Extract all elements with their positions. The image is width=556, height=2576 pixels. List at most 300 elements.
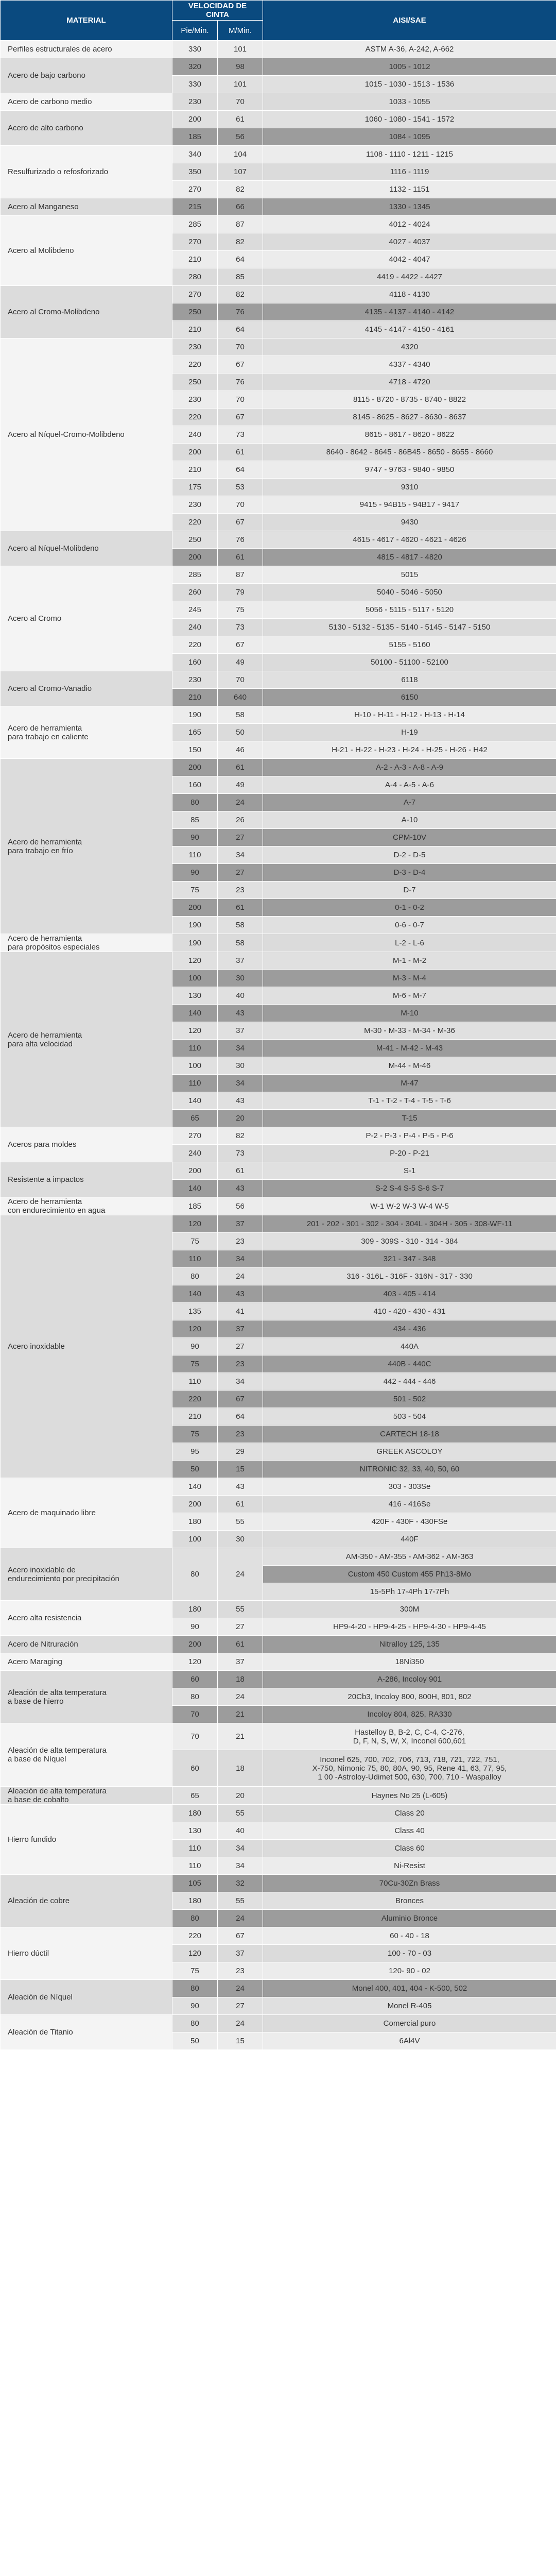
material-cell: Acero alta resistencia [1, 1601, 172, 1636]
m-cell: 76 [218, 303, 263, 321]
table-body [1, 41, 556, 2050]
aisi-cell: Class 60 [263, 1840, 556, 1857]
table-row [1, 2015, 556, 2032]
aisi-cell: 50100 - 51100 - 52100 [263, 654, 556, 671]
pie-cell: 215 [172, 198, 218, 216]
m-cell: 34 [218, 846, 263, 864]
pie-cell: 100 [172, 1057, 218, 1075]
material-cell: Acero de bajo carbono [1, 58, 172, 93]
aisi-cell: 440A [263, 1338, 556, 1355]
table-row [1, 671, 556, 689]
pie-cell: 80 [172, 1980, 218, 1997]
aisi-cell: 303 - 303Se [263, 1478, 556, 1496]
pie-cell: 175 [172, 479, 218, 496]
pie-cell: 60 [172, 1750, 218, 1787]
aisi-cell: M-1 - M-2 [263, 952, 556, 970]
table-row [1, 1787, 556, 1805]
material-cell: Aleación de alta temperatura a base de hierro [1, 1671, 172, 1723]
pie-cell: 140 [172, 1285, 218, 1303]
pie-cell: 180 [172, 1805, 218, 1822]
pie-cell: 210 [172, 1408, 218, 1426]
pie-cell: 200 [172, 899, 218, 917]
table-row [1, 111, 556, 128]
m-cell: 70 [218, 93, 263, 111]
m-cell: 87 [218, 216, 263, 233]
table-row [1, 93, 556, 111]
material-cell: Acero inoxidable de endurecimiento por precipitación [1, 1548, 172, 1601]
m-cell: 49 [218, 654, 263, 671]
aisi-cell: 4118 - 4130 [263, 286, 556, 303]
pie-cell: 245 [172, 601, 218, 619]
table-row [1, 759, 556, 776]
m-cell: 34 [218, 1040, 263, 1057]
m-cell: 20 [218, 1110, 263, 1127]
m-cell: 61 [218, 759, 263, 776]
m-cell: 37 [218, 952, 263, 970]
material-cell: Acero de herramienta para alta velocidad [1, 952, 172, 1127]
aisi-cell: S-1 [263, 1162, 556, 1180]
aisi-cell: 442 - 444 - 446 [263, 1373, 556, 1391]
m-cell: 64 [218, 461, 263, 479]
aisi-cell: 440F [263, 1531, 556, 1548]
pie-cell: 210 [172, 461, 218, 479]
aisi-cell: M-44 - M-46 [263, 1057, 556, 1075]
material-cell: Acero al Níquel-Molibdeno [1, 531, 172, 566]
aisi-cell: 4815 - 4817 - 4820 [263, 549, 556, 566]
aisi-cell: A-7 [263, 794, 556, 811]
pie-cell: 120 [172, 1022, 218, 1040]
pie-cell: 240 [172, 619, 218, 636]
material-cell: Resulfurizado o refosforizado [1, 146, 172, 198]
material-cell: Aleación de Níquel [1, 1980, 172, 2015]
pie-cell: 220 [172, 1927, 218, 1945]
material-cell: Perfiles estructurales de acero [1, 41, 172, 58]
aisi-cell: 1116 - 1119 [263, 163, 556, 181]
m-cell: 85 [218, 268, 263, 286]
pie-cell: 50 [172, 2032, 218, 2050]
aisi-cell: H-21 - H-22 - H-23 - H-24 - H-25 - H-26 - H42 [263, 741, 556, 759]
m-cell: 61 [218, 111, 263, 128]
pie-cell: 90 [172, 1618, 218, 1636]
m-cell: 61 [218, 444, 263, 461]
material-cell: Hierro fundido [1, 1805, 172, 1875]
m-cell: 15 [218, 2032, 263, 2050]
m-cell: 21 [218, 1706, 263, 1723]
pie-cell: 85 [172, 811, 218, 829]
aisi-cell: Class 40 [263, 1822, 556, 1840]
m-cell: 50 [218, 724, 263, 741]
material-cell: Acero de herramienta para trabajo en frío [1, 759, 172, 934]
pie-cell: 110 [172, 846, 218, 864]
pie-cell: 285 [172, 216, 218, 233]
aisi-cell: 0-1 - 0-2 [263, 899, 556, 917]
table-row [1, 41, 556, 58]
table-row [1, 1723, 556, 1750]
aisi-cell: A-2 - A-3 - A-8 - A-9 [263, 759, 556, 776]
aisi-cell: 4135 - 4137 - 4140 - 4142 [263, 303, 556, 321]
table-row [1, 286, 556, 303]
aisi-cell: 4337 - 4340 [263, 356, 556, 374]
aisi-cell: H-19 [263, 724, 556, 741]
m-cell: 101 [218, 41, 263, 58]
m-cell: 55 [218, 1601, 263, 1618]
aisi-cell: Inconel 625, 700, 702, 706, 713, 718, 721, 722, 751, X-750, Nimonic 75, 80, 80A, 90, 95, Rene 41, 63, 77, 95, 1 00 -Astroloy-Udimet 500, 630, 700, 710 - Waspalloy [263, 1750, 556, 1787]
aisi-cell: T-15 [263, 1110, 556, 1127]
aisi-cell: Hastelloy B, B-2, C, C-4, C-276, D, F, N, S, W, X, Inconel 600,601 [263, 1723, 556, 1750]
m-cell: 76 [218, 374, 263, 391]
pie-cell: 190 [172, 934, 218, 952]
m-cell: 23 [218, 1426, 263, 1443]
pie-cell: 220 [172, 409, 218, 426]
aisi-cell: 4419 - 4422 - 4427 [263, 268, 556, 286]
material-cell: Acero al Molibdeno [1, 216, 172, 286]
aisi-cell: 300M [263, 1601, 556, 1618]
m-cell: 23 [218, 1233, 263, 1250]
material-cell: Hierro dúctil [1, 1927, 172, 1980]
pie-cell: 70 [172, 1723, 218, 1750]
aisi-cell: 60 - 40 - 18 [263, 1927, 556, 1945]
aisi-cell: 9747 - 9763 - 9840 - 9850 [263, 461, 556, 479]
m-cell: 67 [218, 356, 263, 374]
aisi-cell: A-4 - A-5 - A-6 [263, 776, 556, 794]
aisi-cell: M-3 - M-4 [263, 970, 556, 987]
aisi-cell: 201 - 202 - 301 - 302 - 304 - 304L - 304H - 305 - 308-WF-11 [263, 1215, 556, 1233]
pie-cell: 220 [172, 636, 218, 654]
material-cell: Acero al Níquel-Cromo-Molibdeno [1, 338, 172, 531]
pie-cell: 250 [172, 303, 218, 321]
m-cell: 55 [218, 1513, 263, 1531]
material-cell: Acero Maraging [1, 1653, 172, 1671]
m-cell: 56 [218, 128, 263, 146]
material-cell: Acero al Cromo-Molibdeno [1, 286, 172, 338]
m-cell: 73 [218, 1145, 263, 1162]
pie-cell: 160 [172, 776, 218, 794]
table-row [1, 1927, 556, 1945]
table-row [1, 1215, 556, 1233]
aisi-cell: Incoloy 804, 825, RA330 [263, 1706, 556, 1723]
aisi-cell: 4042 - 4047 [263, 251, 556, 268]
pie-cell: 230 [172, 93, 218, 111]
m-cell: 24 [218, 1980, 263, 1997]
aisi-cell: 1060 - 1080 - 1541 - 1572 [263, 111, 556, 128]
m-cell: 27 [218, 1997, 263, 2015]
aisi-cell: 8615 - 8617 - 8620 - 8622 [263, 426, 556, 444]
aisi-cell: 501 - 502 [263, 1391, 556, 1408]
material-cell: Aleación de cobre [1, 1875, 172, 1927]
aisi-cell: Bronces [263, 1892, 556, 1910]
aisi-cell: 321 - 347 - 348 [263, 1250, 556, 1268]
m-cell: 37 [218, 1945, 263, 1962]
m-cell: 58 [218, 917, 263, 934]
pie-cell: 220 [172, 1391, 218, 1408]
aisi-cell: 6Al4V [263, 2032, 556, 2050]
aisi-cell: Comercial puro [263, 2015, 556, 2032]
pie-cell: 75 [172, 1426, 218, 1443]
pie-cell: 80 [172, 1688, 218, 1706]
table-row [1, 146, 556, 163]
material-cell: Resistente a impactos [1, 1162, 172, 1197]
table-row [1, 706, 556, 724]
m-cell: 46 [218, 741, 263, 759]
aisi-cell: 8115 - 8720 - 8735 - 8740 - 8822 [263, 391, 556, 409]
pie-cell: 180 [172, 1513, 218, 1531]
aisi-cell: 4615 - 4617 - 4620 - 4621 - 4626 [263, 531, 556, 549]
table-row [1, 1875, 556, 1892]
m-cell: 82 [218, 181, 263, 198]
m-cell: 67 [218, 409, 263, 426]
pie-cell: 200 [172, 1496, 218, 1513]
m-cell: 18 [218, 1671, 263, 1688]
m-cell: 27 [218, 829, 263, 846]
pie-cell: 270 [172, 233, 218, 251]
m-cell: 70 [218, 391, 263, 409]
m-cell: 58 [218, 706, 263, 724]
m-cell: 76 [218, 531, 263, 549]
table-row [1, 531, 556, 549]
m-cell: 53 [218, 479, 263, 496]
m-cell: 61 [218, 1162, 263, 1180]
pie-cell: 90 [172, 1338, 218, 1355]
aisi-cell: Ni-Resist [263, 1857, 556, 1875]
aisi-cell: 4320 [263, 338, 556, 356]
m-cell: 20 [218, 1787, 263, 1805]
aisi-cell: A-10 [263, 811, 556, 829]
pie-cell: 110 [172, 1840, 218, 1857]
m-cell: 61 [218, 899, 263, 917]
aisi-cell: CARTECH 18-18 [263, 1426, 556, 1443]
aisi-cell: H-10 - H-11 - H-12 - H-13 - H-14 [263, 706, 556, 724]
m-cell: 32 [218, 1875, 263, 1892]
pie-cell: 110 [172, 1040, 218, 1057]
aisi-cell: A-286, Incoloy 901 [263, 1671, 556, 1688]
pie-cell: 75 [172, 882, 218, 899]
m-cell: 61 [218, 1496, 263, 1513]
m-cell: 24 [218, 794, 263, 811]
aisi-cell: 0-6 - 0-7 [263, 917, 556, 934]
m-cell: 29 [218, 1443, 263, 1461]
pie-cell: 75 [172, 1355, 218, 1373]
m-cell: 75 [218, 601, 263, 619]
pie-cell: 80 [172, 2015, 218, 2032]
m-cell: 87 [218, 566, 263, 584]
aisi-cell: 4145 - 4147 - 4150 - 4161 [263, 321, 556, 338]
aisi-cell: 410 - 420 - 430 - 431 [263, 1303, 556, 1320]
pie-cell: 320 [172, 58, 218, 76]
aisi-cell: M-30 - M-33 - M-34 - M-36 [263, 1022, 556, 1040]
table-row [1, 1653, 556, 1671]
aisi-cell: D-2 - D-5 [263, 846, 556, 864]
table-row [1, 1478, 556, 1496]
m-cell: 67 [218, 514, 263, 531]
table-header [1, 1, 556, 41]
pie-cell: 270 [172, 286, 218, 303]
pie-cell: 110 [172, 1857, 218, 1875]
m-cell: 34 [218, 1840, 263, 1857]
aisi-cell: 4012 - 4024 [263, 216, 556, 233]
table-row [1, 1162, 556, 1180]
aisi-cell: NITRONIC 32, 33, 40, 50, 60 [263, 1461, 556, 1478]
aisi-cell: 100 - 70 - 03 [263, 1945, 556, 1962]
material-cell: Aceros para moldes [1, 1127, 172, 1162]
m-cell: 70 [218, 671, 263, 689]
material-cell: Acero de herramienta para propósitos especiales [1, 934, 172, 952]
aisi-cell: 4718 - 4720 [263, 374, 556, 391]
m-cell: 104 [218, 146, 263, 163]
pie-cell: 165 [172, 724, 218, 741]
pie-cell: 100 [172, 1531, 218, 1548]
aisi-cell: 403 - 405 - 414 [263, 1285, 556, 1303]
table-row [1, 1127, 556, 1145]
aisi-cell: S-2 S-4 S-5 S-6 S-7 [263, 1180, 556, 1197]
aisi-cell: 420F - 430F - 430FSe [263, 1513, 556, 1531]
pie-cell: 190 [172, 706, 218, 724]
pie-cell: 330 [172, 41, 218, 58]
aisi-cell: 5130 - 5132 - 5135 - 5140 - 5145 - 5147 - 5150 [263, 619, 556, 636]
m-cell: 27 [218, 1338, 263, 1355]
pie-cell: 230 [172, 338, 218, 356]
pie-cell: 230 [172, 391, 218, 409]
m-cell: 27 [218, 1618, 263, 1636]
pie-cell: 140 [172, 1005, 218, 1022]
aisi-cell: M-47 [263, 1075, 556, 1092]
pie-cell: 120 [172, 1215, 218, 1233]
pie-cell: 110 [172, 1075, 218, 1092]
pie-cell: 140 [172, 1092, 218, 1110]
pie-cell: 75 [172, 1962, 218, 1980]
table-row [1, 58, 556, 76]
m-cell: 70 [218, 338, 263, 356]
m-cell: 61 [218, 1636, 263, 1653]
pie-cell: 240 [172, 1145, 218, 1162]
aisi-cell: HP9-4-20 - HP9-4-25 - HP9-4-30 - HP9-4-45 [263, 1618, 556, 1636]
pie-cell: 135 [172, 1303, 218, 1320]
pie-cell: 210 [172, 321, 218, 338]
aisi-cell: Class 20 [263, 1805, 556, 1822]
pie-cell: 210 [172, 689, 218, 706]
m-cell: 34 [218, 1857, 263, 1875]
pie-cell: 90 [172, 864, 218, 882]
aisi-cell: 18Ni350 [263, 1653, 556, 1671]
m-cell: 66 [218, 198, 263, 216]
m-cell: 26 [218, 811, 263, 829]
aisi-cell: M-41 - M-42 - M-43 [263, 1040, 556, 1057]
aisi-cell: 309 - 309S - 310 - 314 - 384 [263, 1233, 556, 1250]
m-cell: 23 [218, 1962, 263, 1980]
pie-cell: 260 [172, 584, 218, 601]
m-cell: 24 [218, 2015, 263, 2032]
aisi-cell: 440B - 440C [263, 1355, 556, 1373]
m-cell: 24 [218, 1268, 263, 1285]
m-cell: 55 [218, 1805, 263, 1822]
m-cell: 79 [218, 584, 263, 601]
pie-cell: 140 [172, 1180, 218, 1197]
aisi-cell: AM-350 - AM-355 - AM-362 - AM-363 [263, 1548, 556, 1566]
material-cell: Aleación de alta temperatura a base de Níquel [1, 1723, 172, 1787]
aisi-cell: 1132 - 1151 [263, 181, 556, 198]
m-cell: 23 [218, 1355, 263, 1373]
m-cell: 55 [218, 1892, 263, 1910]
header-speed: VELOCIDAD DE CINTA [172, 1, 263, 21]
aisi-cell: T-1 - T-2 - T-4 - T-5 - T-6 [263, 1092, 556, 1110]
pie-cell: 200 [172, 549, 218, 566]
aisi-cell: GREEK ASCOLOY [263, 1443, 556, 1461]
pie-cell: 150 [172, 741, 218, 759]
aisi-cell: 416 - 416Se [263, 1496, 556, 1513]
aisi-cell: 1330 - 1345 [263, 198, 556, 216]
table-row [1, 934, 556, 952]
pie-cell: 350 [172, 163, 218, 181]
aisi-cell: 15-5Ph 17-4Ph 17-7Ph [263, 1583, 556, 1601]
aisi-cell: 316 - 316L - 316F - 316N - 317 - 330 [263, 1268, 556, 1285]
pie-cell: 180 [172, 1601, 218, 1618]
m-cell: 82 [218, 233, 263, 251]
material-cell: Acero al Manganeso [1, 198, 172, 216]
m-cell: 37 [218, 1320, 263, 1338]
pie-cell: 250 [172, 531, 218, 549]
aisi-cell: M-6 - M-7 [263, 987, 556, 1005]
pie-cell: 80 [172, 1910, 218, 1927]
m-cell: 58 [218, 934, 263, 952]
material-cell: Acero de alto carbono [1, 111, 172, 146]
table-row [1, 198, 556, 216]
aisi-cell: 5056 - 5115 - 5117 - 5120 [263, 601, 556, 619]
pie-cell: 200 [172, 111, 218, 128]
pie-cell: 190 [172, 917, 218, 934]
aisi-cell: Nitralloy 125, 135 [263, 1636, 556, 1653]
m-cell: 73 [218, 426, 263, 444]
aisi-cell: 9415 - 94B15 - 94B17 - 9417 [263, 496, 556, 514]
pie-cell: 330 [172, 76, 218, 93]
pie-cell: 120 [172, 1653, 218, 1671]
pie-cell: 100 [172, 970, 218, 987]
m-cell: 73 [218, 619, 263, 636]
table-row [1, 338, 556, 356]
table-row [1, 1548, 556, 1566]
m-cell: 18 [218, 1750, 263, 1787]
header-aisi: AISI/SAE [263, 1, 556, 41]
m-cell: 24 [218, 1548, 263, 1601]
m-cell: 37 [218, 1653, 263, 1671]
aisi-cell: Custom 450 Custom 455 Ph13-8Mo [263, 1566, 556, 1583]
pie-cell: 230 [172, 671, 218, 689]
pie-cell: 70 [172, 1706, 218, 1723]
aisi-cell: 1108 - 1110 - 1211 - 1215 [263, 146, 556, 163]
material-cell: Acero al Cromo-Vanadio [1, 671, 172, 706]
m-cell: 34 [218, 1250, 263, 1268]
pie-cell: 75 [172, 1233, 218, 1250]
m-cell: 30 [218, 1531, 263, 1548]
aisi-cell: 8640 - 8642 - 8645 - 86B45 - 8650 - 8655 - 8660 [263, 444, 556, 461]
m-cell: 40 [218, 1822, 263, 1840]
header-material: MATERIAL [1, 1, 172, 41]
aisi-cell: 20Cb3, Incoloy 800, 800H, 801, 802 [263, 1688, 556, 1706]
pie-cell: 130 [172, 987, 218, 1005]
material-cell: Aleación de Titanio [1, 2015, 172, 2050]
table-row [1, 1980, 556, 1997]
aisi-cell: Aluminio Bronce [263, 1910, 556, 1927]
aisi-cell: M-10 [263, 1005, 556, 1022]
pie-cell: 110 [172, 1373, 218, 1391]
pie-cell: 240 [172, 426, 218, 444]
material-cell: Acero de maquinado libre [1, 1478, 172, 1548]
pie-cell: 200 [172, 1636, 218, 1653]
header-m: M/Min. [218, 21, 263, 41]
m-cell: 64 [218, 1408, 263, 1426]
pie-cell: 270 [172, 181, 218, 198]
pie-cell: 200 [172, 759, 218, 776]
aisi-cell: 6150 [263, 689, 556, 706]
table-row [1, 1671, 556, 1688]
